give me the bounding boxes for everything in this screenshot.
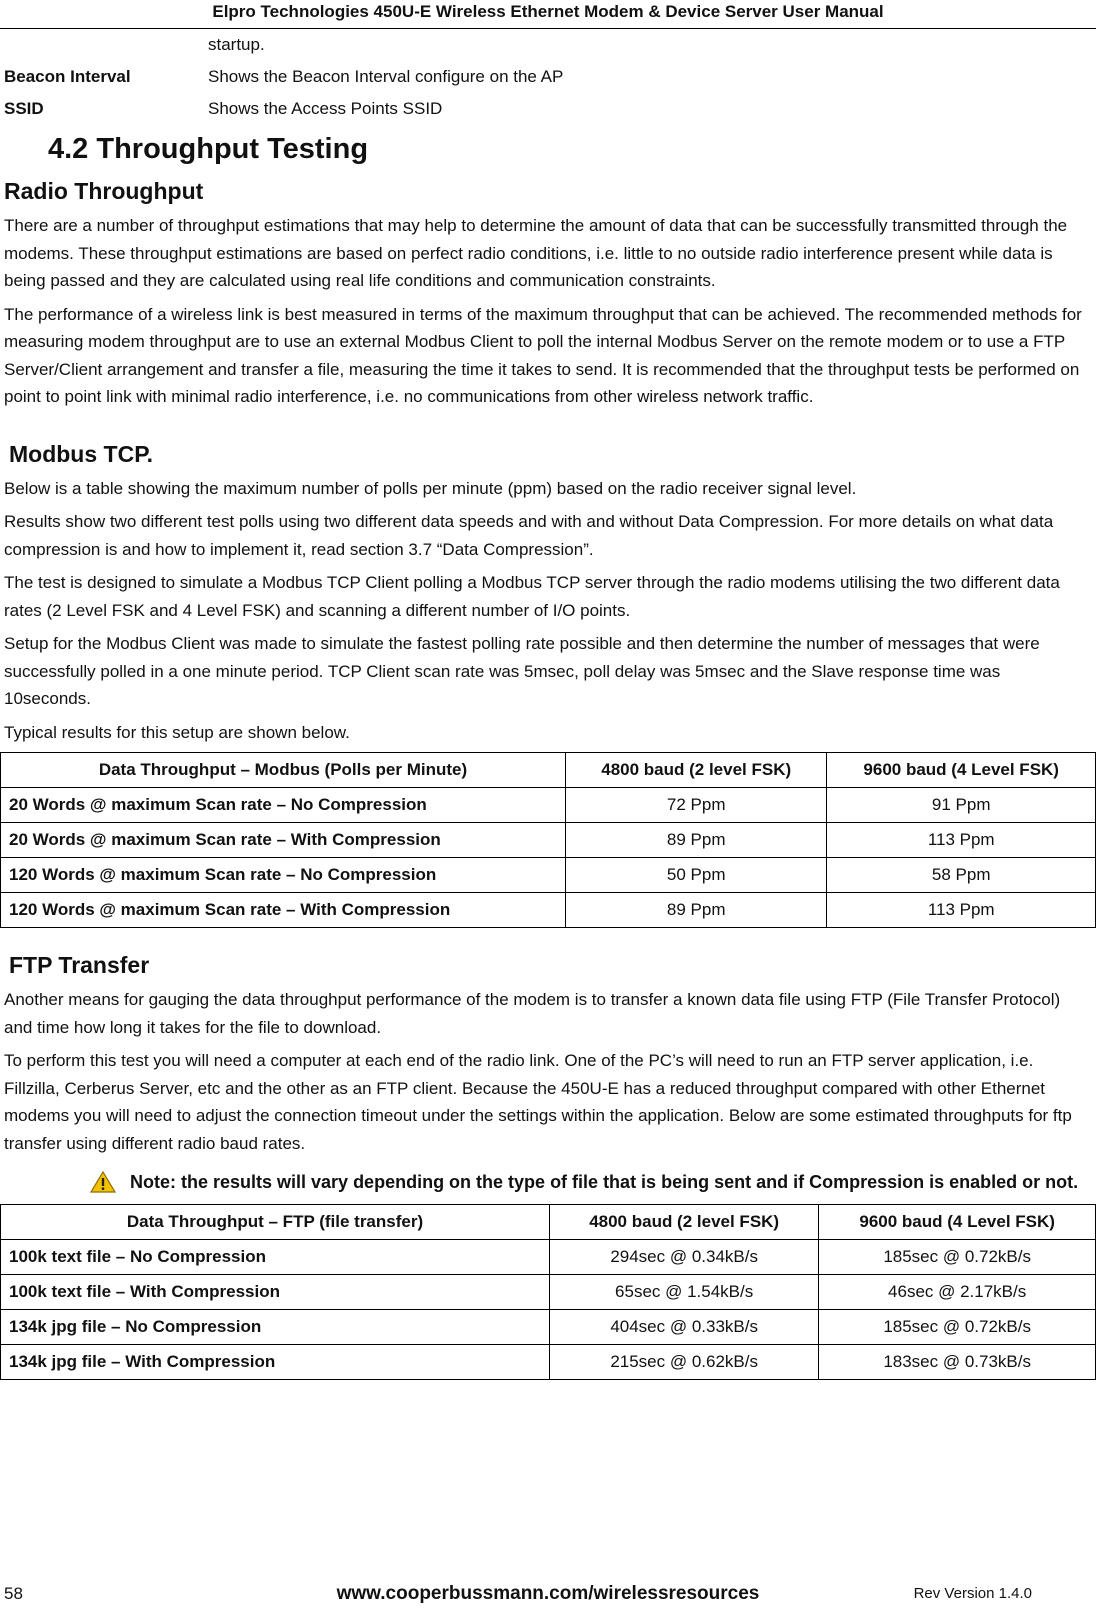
note-text: Note: the results will vary depending on the type of file that is being sent and if Compression is enabled or not.: [130, 1172, 1079, 1192]
column-header: Data Throughput – Modbus (Polls per Minute): [1, 753, 566, 788]
row-label: 134k jpg file – No Compression: [1, 1310, 550, 1345]
modbus-throughput-table: [0, 752, 1096, 928]
row-label: 120 Words @ maximum Scan rate – With Compression: [1, 893, 566, 928]
table-row: [1, 1240, 1096, 1275]
section-title: 4.2 Throughput Testing: [48, 133, 369, 165]
page-content: [4, 30, 1090, 1380]
ftp-throughput-table: [0, 1204, 1096, 1380]
definition-description: Shows the Access Points SSID: [208, 99, 443, 118]
table-row: [1, 788, 1096, 823]
table-row: [1, 858, 1096, 893]
page-header: [0, 0, 1096, 29]
cell-4800: 89 Ppm: [566, 893, 827, 928]
cell-9600: 183sec @ 0.73kB/s: [819, 1345, 1096, 1380]
definition-term: SSID: [4, 99, 44, 118]
definition-continued: [4, 30, 1090, 62]
cell-4800: 215sec @ 0.62kB/s: [550, 1345, 819, 1380]
definition-term: Beacon Interval: [4, 67, 131, 86]
row-label: 100k text file – No Compression: [1, 1240, 550, 1275]
cell-9600: 185sec @ 0.72kB/s: [819, 1240, 1096, 1275]
definition-continued-text: startup.: [208, 35, 265, 54]
row-label: 120 Words @ maximum Scan rate – No Compression: [1, 858, 566, 893]
paragraph: Typical results for this setup are shown below.: [4, 722, 350, 742]
paragraph: There are a number of throughput estimations that may help to determine the amount of data that can be successfully transmitted through the modems. These throughput estimations are based on perfect radio conditions, i.e. little to no outside radio interference present while data is being passed and they are calculated using real life conditions and communication constraints.: [4, 216, 1068, 290]
cell-4800: 50 Ppm: [566, 858, 827, 893]
definition-description: Shows the Beacon Interval configure on the AP: [208, 67, 564, 86]
cell-9600: 113 Ppm: [827, 893, 1096, 928]
page-number: 58: [4, 1584, 23, 1603]
cell-9600: 91 Ppm: [827, 788, 1096, 823]
note-callout: [90, 1169, 1090, 1196]
paragraph: To perform this test you will need a computer at each end of the radio link. One of the PC’s will need to run an FTP server application, i.e. Fillzilla, Cerberus Server, etc and the other as an FTP client. Because the 450U-E has a reduced throughput compared with other Ethernet modems you will need to adjust the connection timeout under the settings within the application. Below are some estimated throughputs for ftp transfer using different radio baud rates.: [4, 1051, 1072, 1153]
modbus-tcp-heading: Modbus TCP.: [9, 440, 153, 467]
cell-4800: 294sec @ 0.34kB/s: [550, 1240, 819, 1275]
cell-9600: 185sec @ 0.72kB/s: [819, 1310, 1096, 1345]
column-header: 4800 baud (2 level FSK): [550, 1205, 819, 1240]
column-header: Data Throughput – FTP (file transfer): [1, 1205, 550, 1240]
row-label: 100k text file – With Compression: [1, 1275, 550, 1310]
cell-4800: 404sec @ 0.33kB/s: [550, 1310, 819, 1345]
footer-url-link[interactable]: www.cooperbussmann.com/wirelessresources: [336, 1583, 760, 1604]
paragraph: Another means for gauging the data throughput performance of the modem is to transfer a known data file using FTP (File Transfer Protocol) and time how long it takes for the file to download.: [4, 990, 1061, 1037]
table-row: [1, 1275, 1096, 1310]
column-header: 9600 baud (4 Level FSK): [827, 753, 1096, 788]
revision-version: Rev Version 1.4.0: [913, 1585, 1032, 1602]
paragraph: Results show two different test polls using two different data speeds and with and without Data Compression. For more details on what data compression is and how to implement it, read section 3.7 “Data Compression”.: [4, 512, 1054, 559]
cell-9600: 46sec @ 2.17kB/s: [819, 1275, 1096, 1310]
row-label: 134k jpg file – With Compression: [1, 1345, 550, 1380]
cell-9600: 58 Ppm: [827, 858, 1096, 893]
table-header-row: [1, 1205, 1096, 1240]
manual-title: Elpro Technologies 450U-E Wireless Ethernet Modem & Device Server User Manual: [212, 2, 884, 21]
paragraph: The performance of a wireless link is best measured in terms of the maximum throughput that can be achieved. The recommended methods for measuring modem throughput are to use an external Modbus Client to poll the internal Modbus Server on the remote modem or to use a FTP Server/Client arrangement and transfer a file, measuring the time it takes to send. It is recommended that the throughput tests be performed on point to point link with minimal radio interference, i.e. no communications from other wireless network traffic.: [4, 304, 1082, 406]
table-row: [1, 1345, 1096, 1380]
row-label: 20 Words @ maximum Scan rate – With Compression: [1, 823, 566, 858]
paragraph: The test is designed to simulate a Modbus TCP Client polling a Modbus TCP server through the radio modems utilising the two different data rates (2 Level FSK and 4 Level FSK) and scanning a different number of I/O points.: [4, 573, 1060, 620]
page-footer: [0, 1581, 1096, 1607]
ftp-transfer-heading: FTP Transfer: [9, 952, 150, 978]
table-row: [1, 1310, 1096, 1345]
definition-row: [4, 94, 1090, 126]
cell-9600: 113 Ppm: [827, 823, 1096, 858]
paragraph: Below is a table showing the maximum number of polls per minute (ppm) based on the radio receiver signal level.: [4, 478, 857, 498]
column-header: 9600 baud (4 Level FSK): [819, 1205, 1096, 1240]
cell-4800: 65sec @ 1.54kB/s: [550, 1275, 819, 1310]
cell-4800: 89 Ppm: [566, 823, 827, 858]
table-row: [1, 823, 1096, 858]
warning-icon: [90, 1171, 116, 1193]
paragraph: Setup for the Modbus Client was made to simulate the fastest polling rate possible and then determine the number of messages that were successfully polled in a one minute period. TCP Client scan rate was 5msec, poll delay was 5msec and the Slave response time was 10seconds.: [4, 634, 1040, 708]
definition-row: [4, 62, 1090, 94]
table-row: [1, 893, 1096, 928]
table-header-row: [1, 753, 1096, 788]
column-header: 4800 baud (2 level FSK): [566, 753, 827, 788]
cell-4800: 72 Ppm: [566, 788, 827, 823]
radio-throughput-heading: Radio Throughput: [4, 178, 204, 204]
row-label: 20 Words @ maximum Scan rate – No Compression: [1, 788, 566, 823]
